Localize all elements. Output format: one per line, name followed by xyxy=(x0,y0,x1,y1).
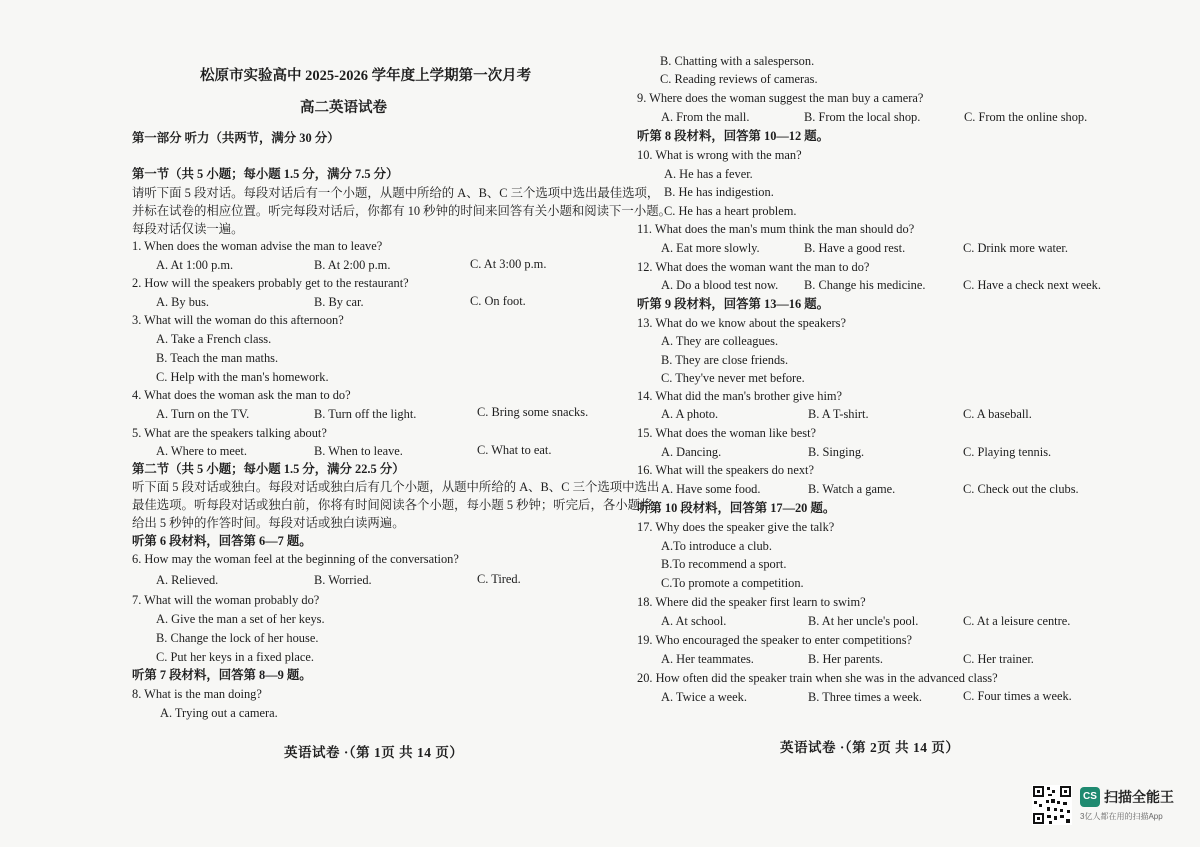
option-b: B. Singing. xyxy=(808,445,865,459)
instruction-line: 每段对话仅读一遍。 xyxy=(132,222,244,236)
option-a: A. Eat more slowly. xyxy=(661,241,760,255)
exam-title: 松原市实验高中 2025-2026 学年度上学期第一次月考 xyxy=(200,68,532,84)
option-a: A. By bus. xyxy=(156,295,210,309)
option-c: C. Tired. xyxy=(477,572,521,586)
option-b: B. He has indigestion. xyxy=(664,185,774,199)
material-heading: 听第 7 段材料，回答第 8—9 题。 xyxy=(132,668,312,682)
option-c: C. Check out the clubs. xyxy=(963,482,1079,496)
option-a: A. He has a fever. xyxy=(664,167,753,181)
option-a: A. A photo. xyxy=(661,407,719,421)
option-c: C. On foot. xyxy=(470,294,526,308)
option-a: A. Trying out a camera. xyxy=(160,706,278,720)
question-stem: 5. What are the speakers talking about? xyxy=(132,426,327,440)
question-stem: 10. What is wrong with the man? xyxy=(637,148,802,162)
question-stem: 9. Where does the woman suggest the man buy a camera? xyxy=(637,91,924,105)
option-b: B. By car. xyxy=(314,295,364,309)
instruction-line: 给出 5 秒钟的作答时间。每段对话或独白读两遍。 xyxy=(132,516,405,530)
option-b: B. A T-shirt. xyxy=(808,407,869,421)
option-b: B. Three times a week. xyxy=(808,690,923,704)
option-a: A. Take a French class. xyxy=(156,332,272,346)
option-c: C. Her trainer. xyxy=(963,652,1034,666)
exam-subtitle: 高二英语试卷 xyxy=(300,100,387,116)
question-stem: 15. What does the woman like best? xyxy=(637,426,817,440)
question-stem: 6. How may the woman feel at the beginning of the conversation? xyxy=(132,552,459,566)
option-a: A. Turn on the TV. xyxy=(156,407,250,421)
option-a: A. Her teammates. xyxy=(661,652,754,666)
question-stem: 12. What does the woman want the man to do? xyxy=(637,260,870,274)
question-stem: 18. Where did the speaker first learn to swim? xyxy=(637,595,866,609)
section-heading: 第一节（共 5 小题；每小题 1.5 分，满分 7.5 分） xyxy=(132,167,399,181)
option-c: C. A baseball. xyxy=(963,407,1032,421)
option-c: C. Reading reviews of cameras. xyxy=(660,72,818,86)
option-b: B. Turn off the light. xyxy=(314,407,417,421)
option-b: B. Have a good rest. xyxy=(804,241,906,255)
qr-code-icon xyxy=(1032,785,1072,825)
instruction-line: 并标在试卷的相应位置。听完每段对话后，你都有 10 秒钟的时间来回答有关小题和阅读下一小题。 xyxy=(132,204,671,218)
option-a: A. From the mall. xyxy=(661,110,750,124)
question-stem: 3. What will the woman do this afternoon? xyxy=(132,313,344,327)
option-c: C. Have a check next week. xyxy=(963,278,1101,292)
material-heading: 听第 10 段材料，回答第 17—20 题。 xyxy=(637,501,836,515)
option-c: C. Playing tennis. xyxy=(963,445,1052,459)
option-c: C. Put her keys in a fixed place. xyxy=(156,650,314,664)
instruction-line: 最佳选项。听每段对话或独白前，你将有时间阅读各个小题，每小题 5 秒钟；听完后，各小题将 xyxy=(132,498,653,512)
option-b: B. Change his medicine. xyxy=(804,278,926,292)
question-stem: 19. Who encouraged the speaker to enter competitions? xyxy=(637,633,913,647)
option-c: C. What to eat. xyxy=(477,443,552,457)
option-a: A. Twice a week. xyxy=(661,690,747,704)
option-b: B. Her parents. xyxy=(808,652,884,666)
camscanner-logo: CS xyxy=(1080,787,1100,807)
question-stem: 17. Why does the speaker give the talk? xyxy=(637,520,835,534)
option-c: C. Help with the man's homework. xyxy=(156,370,329,384)
option-a: A.To introduce a club. xyxy=(661,539,772,553)
instruction-line: 请听下面 5 段对话。每段对话后有一个小题，从题中所给的 A、B、C 三个选项中选出最佳选项， xyxy=(132,186,660,200)
option-b: B. Worried. xyxy=(314,573,372,587)
option-b: B. Teach the man maths. xyxy=(156,351,279,365)
option-c: C. At a leisure centre. xyxy=(963,614,1071,628)
option-c: C. At 3:00 p.m. xyxy=(470,257,547,271)
instruction-line: 听下面 5 段对话或独白。每段对话或独白后有几个小题，从题中所给的 A、B、C 三个选项中选出 xyxy=(132,480,660,494)
material-heading: 听第 8 段材料，回答第 10—12 题。 xyxy=(637,129,830,143)
option-b: B. Chatting with a salesperson. xyxy=(660,54,815,68)
option-c: C. Drink more water. xyxy=(963,241,1068,255)
camscanner-tagline: 3亿人都在用的扫描App xyxy=(1080,812,1163,821)
option-c: C. Four times a week. xyxy=(963,689,1072,703)
option-a: A. Where to meet. xyxy=(156,444,247,458)
option-b: B. Watch a game. xyxy=(808,482,896,496)
option-a: A. They are colleagues. xyxy=(661,334,779,348)
camscanner-name: 扫描全能王 xyxy=(1104,789,1174,805)
question-stem: 16. What will the speakers do next? xyxy=(637,463,814,477)
option-c: C.To promote a competition. xyxy=(661,576,804,590)
option-a: A. At school. xyxy=(661,614,727,628)
option-c: C. Bring some snacks. xyxy=(477,405,589,419)
option-a: A. Do a blood test now. xyxy=(661,278,779,292)
option-c: C. From the online shop. xyxy=(964,110,1088,124)
question-stem: 4. What does the woman ask the man to do? xyxy=(132,388,351,402)
option-b: B. They are close friends. xyxy=(661,353,789,367)
page-footer: 英语试卷 ·（第 2页 共 14 页） xyxy=(780,740,960,755)
question-stem: 8. What is the man doing? xyxy=(132,687,262,701)
option-a: A. Give the man a set of her keys. xyxy=(156,612,325,626)
option-b: B. Change the lock of her house. xyxy=(156,631,319,645)
question-stem: 1. When does the woman advise the man to leave? xyxy=(132,239,383,253)
option-a: A. Have some food. xyxy=(661,482,761,496)
option-a: A. At 1:00 p.m. xyxy=(156,258,234,272)
question-stem: 2. How will the speakers probably get to the restaurant? xyxy=(132,276,409,290)
page-footer: 英语试卷 ·（第 1页 共 14 页） xyxy=(284,745,464,760)
part-heading: 第一部分 听力（共两节，满分 30 分） xyxy=(132,131,340,145)
option-a: A. Relieved. xyxy=(156,573,219,587)
option-b: B. From the local shop. xyxy=(804,110,921,124)
question-stem: 7. What will the woman probably do? xyxy=(132,593,320,607)
question-stem: 13. What do we know about the speakers? xyxy=(637,316,846,330)
option-a: A. Dancing. xyxy=(661,445,722,459)
material-heading: 听第 6 段材料，回答第 6—7 题。 xyxy=(132,534,312,548)
question-stem: 14. What did the man's brother give him? xyxy=(637,389,843,403)
material-heading: 听第 9 段材料，回答第 13—16 题。 xyxy=(637,297,830,311)
option-b: B. At her uncle's pool. xyxy=(808,614,919,628)
scanner-watermark xyxy=(1032,785,1182,833)
option-b: B.To recommend a sport. xyxy=(661,557,787,571)
option-c: C. They've never met before. xyxy=(661,371,805,385)
question-stem: 11. What does the man's mum think the man should do? xyxy=(637,222,915,236)
option-c: C. He has a heart problem. xyxy=(664,204,797,218)
option-b: B. When to leave. xyxy=(314,444,403,458)
option-b: B. At 2:00 p.m. xyxy=(314,258,391,272)
question-stem: 20. How often did the speaker train when she was in the advanced class? xyxy=(637,671,998,685)
section-heading: 第二节（共 5 小题；每小题 1.5 分，满分 22.5 分） xyxy=(132,462,405,476)
